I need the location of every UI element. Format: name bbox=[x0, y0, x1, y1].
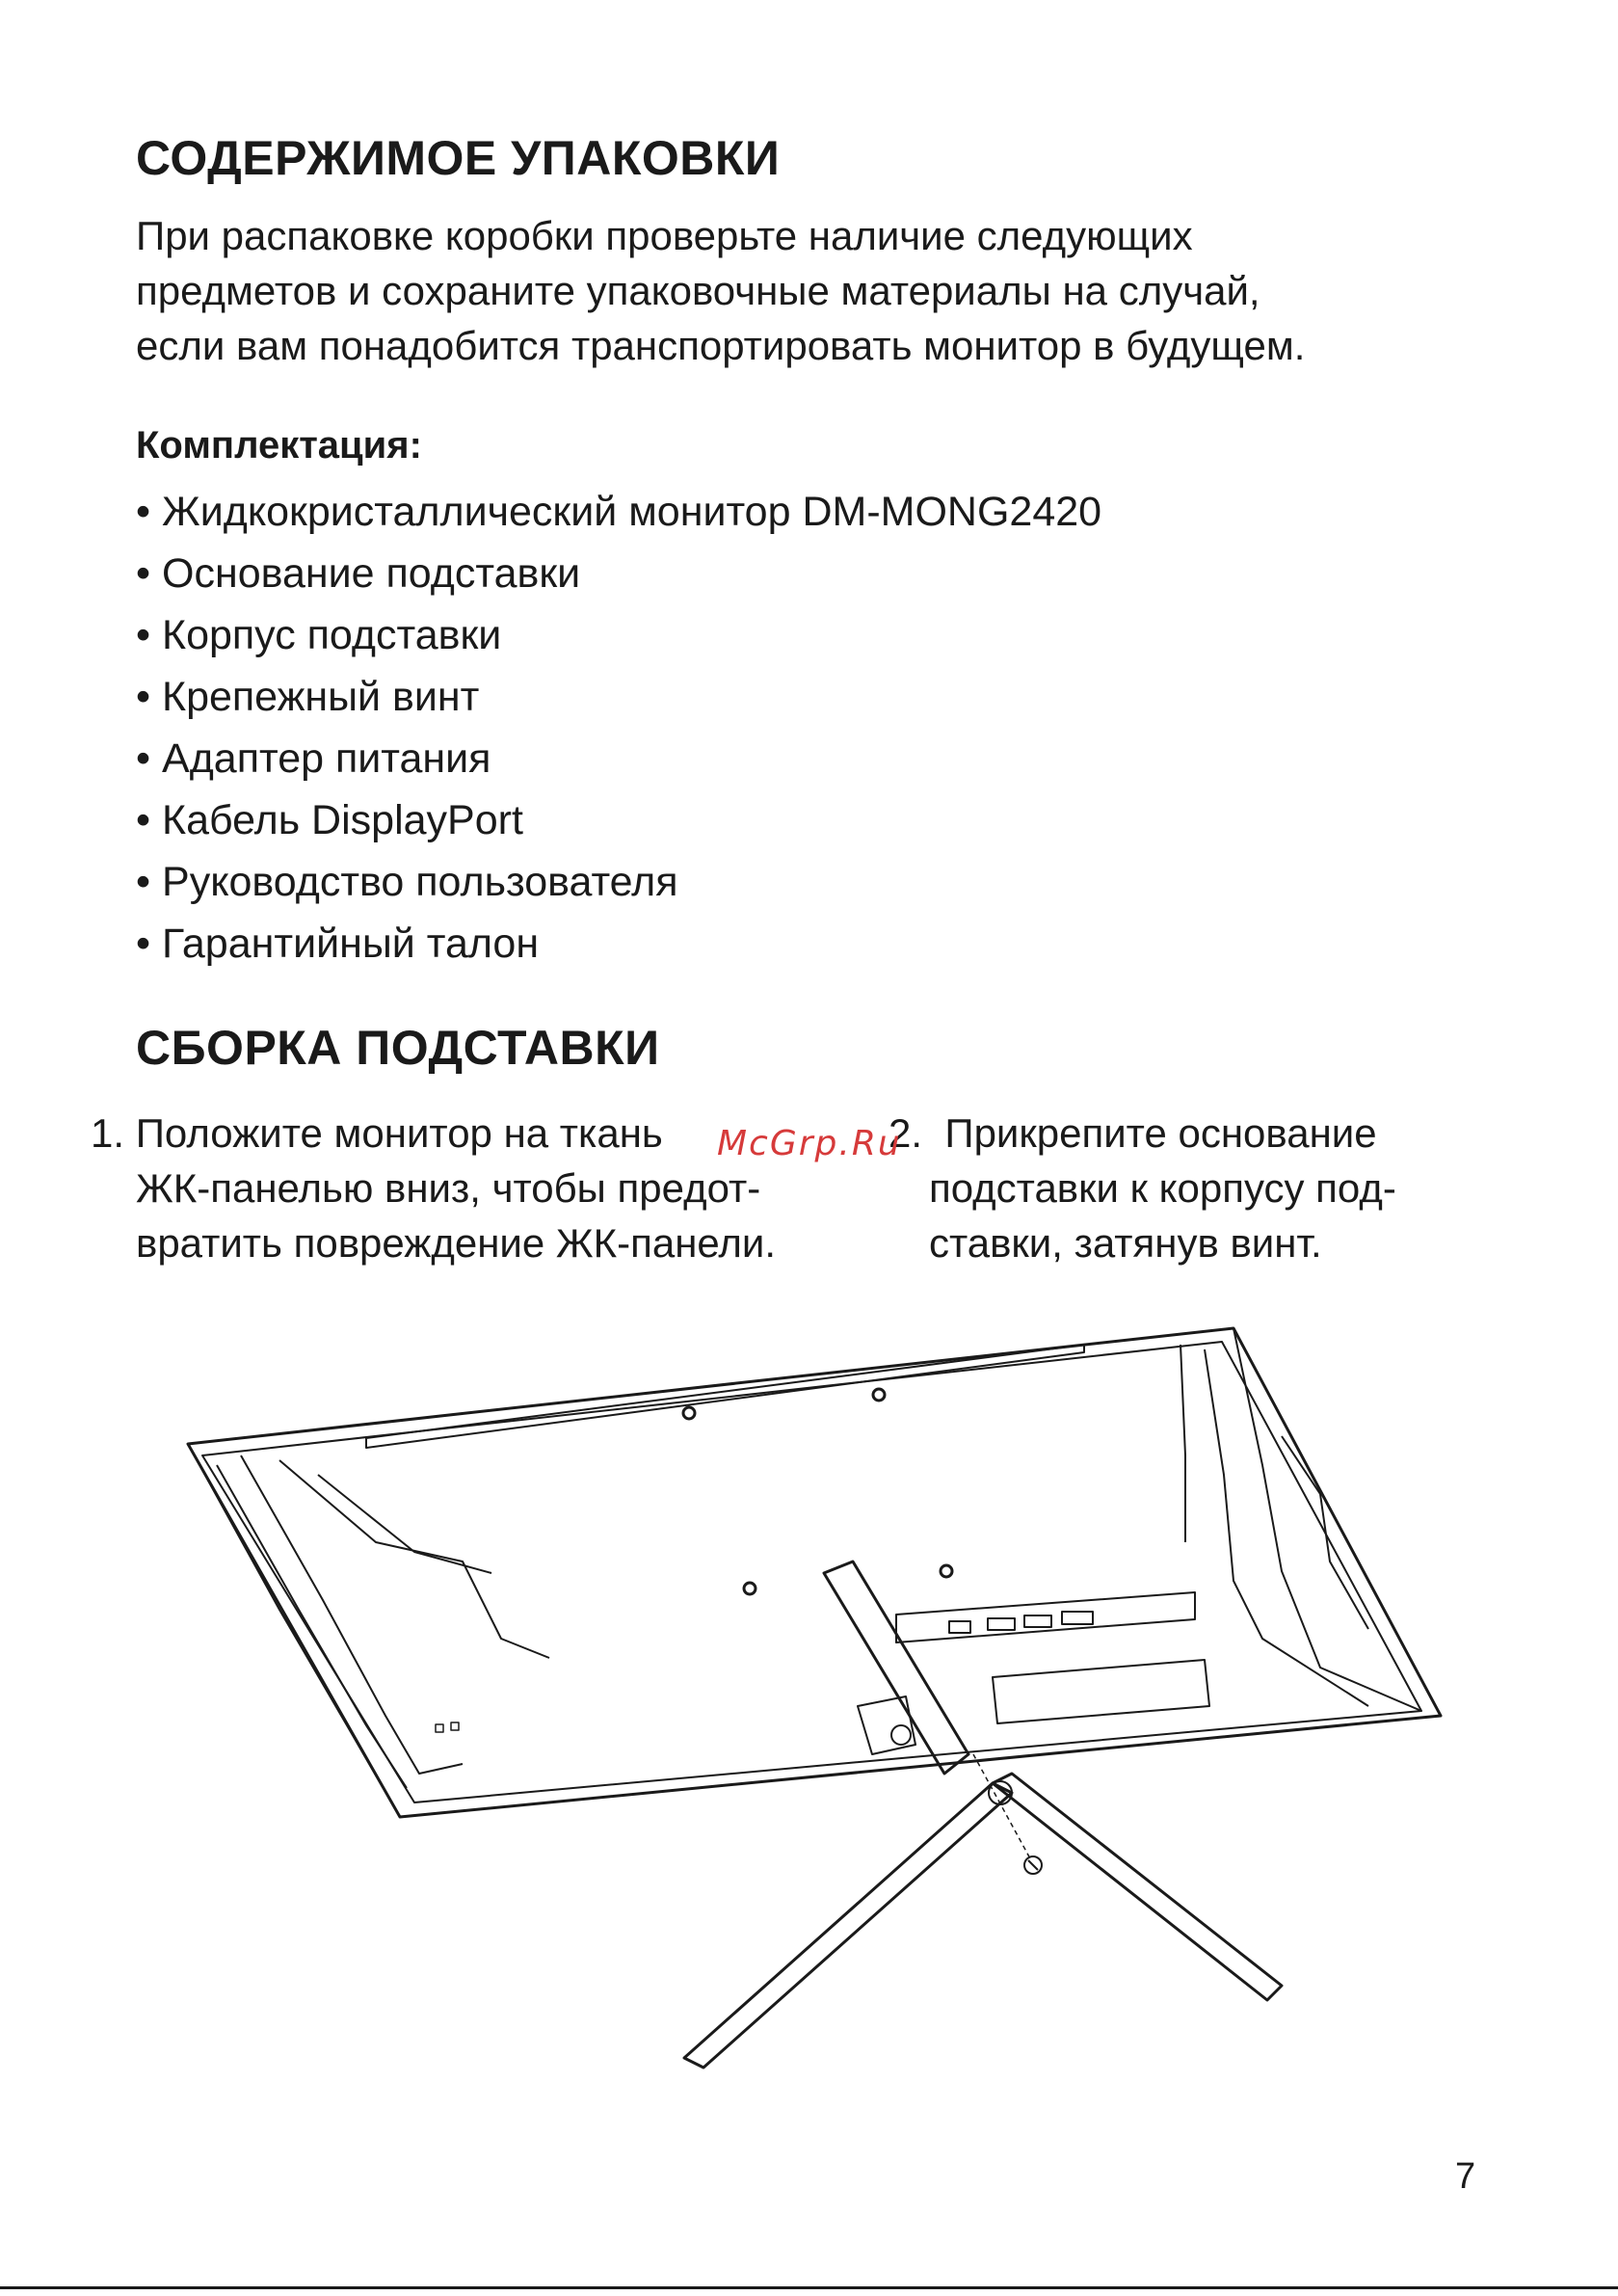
stand-base-leg-left bbox=[684, 1783, 1012, 2068]
list-item: • Гарантийный талон bbox=[136, 913, 1101, 974]
list-item: • Жидкокристаллический монитор DM-MONG2420 bbox=[136, 481, 1101, 543]
list-item: • Адаптер питания bbox=[136, 728, 1101, 789]
ports-panel bbox=[896, 1592, 1195, 1642]
port-icon bbox=[1024, 1615, 1051, 1627]
intro-paragraph bbox=[136, 208, 1466, 373]
stand-neck bbox=[824, 1562, 968, 1774]
step-1-number: 1. bbox=[91, 1110, 125, 1156]
step-1-first-line bbox=[91, 1106, 776, 1161]
vesa-hole bbox=[941, 1565, 952, 1577]
list-item: • Руководство пользователя bbox=[136, 851, 1101, 913]
port-icon bbox=[988, 1618, 1015, 1630]
intro-line: предметов и сохраните упаковочные материалы на случай, bbox=[136, 268, 1260, 313]
step-1-text: вратить повреждение ЖК-панели. bbox=[136, 1220, 777, 1266]
monitor-back-panel bbox=[188, 1328, 1441, 1817]
package-contents-subheading: Комплектация: bbox=[136, 424, 422, 467]
package-contents-list bbox=[136, 481, 1101, 974]
list-item: • Корпус подставки bbox=[136, 604, 1101, 666]
port-icon bbox=[1062, 1612, 1093, 1624]
section-title-assembly: СБОРКА ПОДСТАВКИ bbox=[136, 1021, 660, 1075]
assembly-step-1 bbox=[91, 1106, 776, 1270]
list-item: • Кабель DisplayPort bbox=[136, 789, 1101, 851]
vesa-hole bbox=[683, 1407, 695, 1419]
label-area bbox=[993, 1660, 1209, 1723]
step-2-text: подставки к корпусу под- bbox=[929, 1165, 1396, 1211]
monitor-stand-assembly-illustration bbox=[183, 1321, 1465, 2092]
screw-icon bbox=[1024, 1856, 1042, 1874]
watermark: McGrp.Ru bbox=[717, 1124, 902, 1163]
bottom-rule bbox=[0, 2286, 1618, 2289]
step-2-text: Прикрепите основание bbox=[944, 1110, 1377, 1156]
vesa-hole bbox=[744, 1583, 756, 1594]
step-1-text: ЖК-панелью вниз, чтобы предот- bbox=[136, 1165, 761, 1211]
step-2-number: 2. bbox=[889, 1110, 923, 1156]
step-2-text: ставки, затянув винт. bbox=[929, 1220, 1322, 1266]
vesa-hole bbox=[873, 1389, 885, 1401]
intro-line: если вам понадобится транспортировать монитор в будущем. bbox=[136, 323, 1306, 368]
intro-line: При распаковке коробки проверьте наличие следующих bbox=[136, 213, 1193, 258]
list-item: • Основание подставки bbox=[136, 543, 1101, 604]
list-item: • Крепежный винт bbox=[136, 666, 1101, 728]
stand-base-leg-right bbox=[993, 1774, 1282, 2000]
page-number: 7 bbox=[1455, 2156, 1476, 2197]
step-1-text: Положите монитор на ткань bbox=[135, 1110, 663, 1156]
step-2-first-line bbox=[889, 1106, 1396, 1161]
assembly-step-2 bbox=[889, 1106, 1396, 1270]
section-title-contents: СОДЕРЖИМОЕ УПАКОВКИ bbox=[136, 131, 781, 185]
